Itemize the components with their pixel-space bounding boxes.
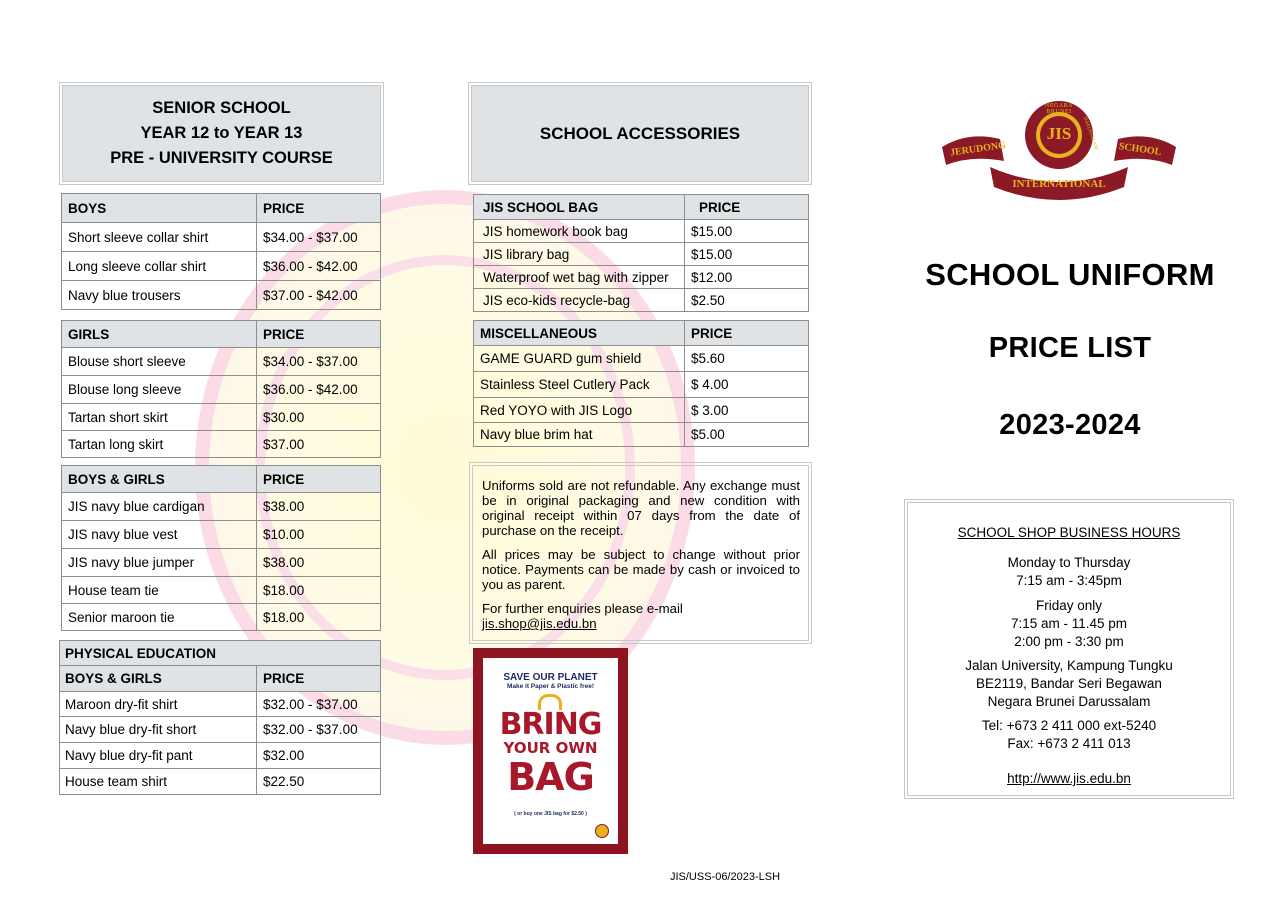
price-header: PRICE bbox=[257, 321, 381, 348]
shop-email-link[interactable]: jis.shop@jis.edu.bn bbox=[482, 616, 597, 631]
poster-word-bag: BAG bbox=[507, 755, 594, 799]
table-row: Short sleeve collar shirt $34.00 - $37.00 bbox=[62, 223, 381, 252]
boys-girls-price-table bbox=[61, 465, 381, 631]
logo-bottom-banner: INTERNATIONAL bbox=[1012, 178, 1106, 190]
table-row: Red YOYO with JIS Logo $ 3.00 bbox=[474, 398, 809, 423]
address-line3: Negara Brunei Darussalam bbox=[987, 694, 1151, 709]
senior-school-header bbox=[62, 85, 381, 182]
table-row: Navy blue trousers $37.00 - $42.00 bbox=[62, 281, 381, 310]
table-row: Tartan short skirt $30.00 bbox=[62, 404, 381, 431]
table-row: Navy blue brim hat $5.00 bbox=[474, 423, 809, 447]
table-row: JIS navy blue cardigan $38.00 bbox=[62, 493, 381, 521]
hours-heading: SCHOOL SHOP BUSINESS HOURS bbox=[957, 525, 1181, 540]
table-row: GAME GUARD gum shield $5.60 bbox=[474, 346, 809, 372]
senior-school-line2: YEAR 12 to YEAR 13 bbox=[140, 124, 303, 142]
title-price-list: PRICE LIST bbox=[988, 332, 1152, 364]
byob-poster bbox=[473, 648, 628, 854]
accessories-header bbox=[471, 85, 809, 182]
table-row: JIS homework book bag $15.00 bbox=[474, 220, 809, 243]
misc-table bbox=[473, 320, 809, 447]
logo-ring-top: NEGARA BRUNEI bbox=[1045, 103, 1073, 115]
poster-word-bring: BRING bbox=[499, 707, 602, 742]
logo-left-banner: JERUDONG bbox=[949, 139, 1007, 159]
address-line1: Jalan University, Kampung Tungku bbox=[965, 658, 1173, 673]
poster-word-your-own: YOUR OWN bbox=[503, 739, 598, 757]
hours-mon-thu: Monday to Thursday bbox=[1007, 555, 1131, 570]
table-row: JIS library bag $15.00 bbox=[474, 243, 809, 266]
table-row: Stainless Steel Cutlery Pack $ 4.00 bbox=[474, 372, 809, 398]
title-school-uniform: SCHOOL UNIFORM bbox=[925, 257, 1215, 292]
bag-header: JIS SCHOOL BAG bbox=[474, 195, 685, 220]
senior-school-line1: SENIOR SCHOOL bbox=[152, 99, 291, 117]
hours-fri: Friday only bbox=[1035, 598, 1103, 613]
table-row: Blouse short sleeve $34.00 - $37.00 bbox=[62, 348, 381, 376]
table-row: Navy blue dry-fit pant $32.00 bbox=[60, 743, 381, 769]
bag-handle-icon bbox=[538, 694, 562, 710]
logo-monogram: JIS bbox=[1046, 124, 1072, 143]
logo-ring-right: DARUSSALAM bbox=[1081, 116, 1099, 151]
poster-line1: SAVE OUR PLANET bbox=[503, 672, 598, 683]
price-header: PRICE bbox=[257, 666, 381, 692]
poster-logo-icon bbox=[595, 824, 609, 838]
pe-title: PHYSICAL EDUCATION bbox=[60, 641, 381, 666]
table-row: Long sleeve collar shirt $36.00 - $42.00 bbox=[62, 252, 381, 281]
poster-footnote: ( or buy one JIS bag for $2.50 ) bbox=[514, 811, 587, 817]
price-header: PRICE bbox=[685, 321, 809, 346]
fax: Fax: +673 2 411 013 bbox=[1007, 736, 1131, 751]
table-row: JIS navy blue vest $10.00 bbox=[62, 521, 381, 549]
table-row: House team tie $18.00 bbox=[62, 577, 381, 604]
table-row: Maroon dry-fit shirt $32.00 - $37.00 bbox=[60, 692, 381, 717]
boys-price-table bbox=[61, 193, 381, 310]
enquiry-text: For further enquiries please e-mail bbox=[482, 601, 683, 616]
table-row: Tartan long skirt $37.00 bbox=[62, 431, 381, 458]
boys-girls-header: BOYS & GIRLS bbox=[62, 466, 257, 493]
address-line2: BE2119, Bandar Seri Begawan bbox=[976, 676, 1162, 691]
accessories-title: SCHOOL ACCESSORIES bbox=[539, 124, 741, 143]
price-header: PRICE bbox=[685, 195, 809, 220]
telephone: Tel: +673 2 411 000 ext-5240 bbox=[981, 718, 1157, 733]
senior-school-line3: PRE - UNIVERSITY COURSE bbox=[110, 149, 333, 167]
logo-right-banner: SCHOOL bbox=[1118, 141, 1162, 158]
school-bag-table bbox=[473, 194, 809, 312]
jis-logo bbox=[938, 95, 1180, 205]
table-row: JIS eco-kids recycle-bag $2.50 bbox=[474, 289, 809, 312]
table-row: Waterproof wet bag with zipper $12.00 bbox=[474, 266, 809, 289]
girls-price-table bbox=[61, 320, 381, 458]
document-code: JIS/USS-06/2023-LSH bbox=[669, 871, 781, 883]
price-change-text: All prices may be subject to change without prior notice. Payments can be made by cash or invoiced to you as parent. bbox=[482, 547, 800, 592]
table-row: House team shirt $22.50 bbox=[60, 769, 381, 795]
price-header: PRICE bbox=[257, 466, 381, 493]
hours-fri-time1: 7:15 am - 11.45 pm bbox=[1010, 616, 1128, 631]
price-header: PRICE bbox=[257, 194, 381, 223]
boys-header: BOYS bbox=[62, 194, 257, 223]
shop-hours-box bbox=[907, 502, 1231, 796]
table-row: Navy blue dry-fit short $32.00 - $37.00 bbox=[60, 717, 381, 743]
girls-header: GIRLS bbox=[62, 321, 257, 348]
pe-header: BOYS & GIRLS bbox=[60, 666, 257, 692]
website-link[interactable]: http://www.jis.edu.bn bbox=[1007, 771, 1131, 786]
table-row: JIS navy blue jumper $38.00 bbox=[62, 549, 381, 577]
hours-fri-time2: 2:00 pm - 3:30 pm bbox=[1014, 634, 1124, 649]
title-year: 2023-2024 bbox=[999, 409, 1141, 441]
notice-box bbox=[472, 465, 809, 641]
hours-mon-thu-time: 7:15 am - 3:45pm bbox=[1016, 573, 1122, 588]
poster-line2: Make it Paper & Plastic free! bbox=[506, 683, 595, 690]
poster-inner bbox=[483, 658, 618, 844]
table-row: Blouse long sleeve $36.00 - $42.00 bbox=[62, 376, 381, 404]
misc-header: MISCELLANEOUS bbox=[474, 321, 685, 346]
refund-policy-text: Uniforms sold are not refundable. Any exchange must be in original packaging and new condition with original receipt within 07 days from the date of purchase on the receipt. bbox=[482, 478, 800, 538]
table-row: Senior maroon tie $18.00 bbox=[62, 604, 381, 631]
pe-price-table bbox=[59, 640, 381, 795]
